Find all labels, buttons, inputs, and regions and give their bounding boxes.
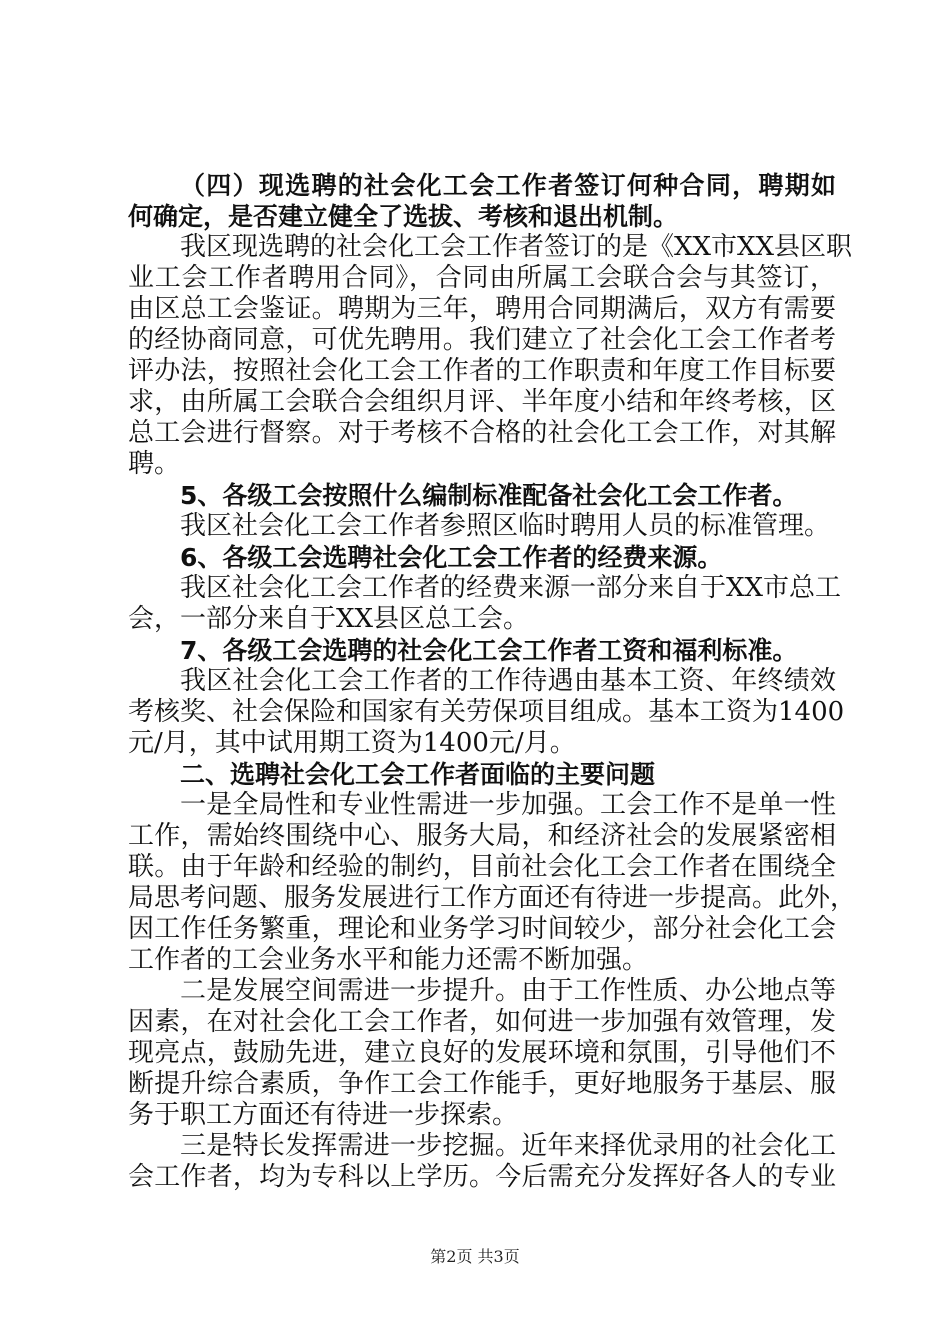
paragraph-line: 局思考问题、服务发展进行工作方面还有待进一步提高。此外，	[128, 883, 857, 913]
paragraph-line: 我区现选聘的社会化工会工作者签订的是《XX市XX县区职	[180, 232, 853, 262]
section-heading-line: （四）现选聘的社会化工会工作者签订何种合同，聘期如	[180, 171, 836, 200]
document-body	[128, 170, 857, 1193]
paragraph-line: 一是全局性和专业性需进一步加强。工会工作不是单一性	[180, 790, 836, 820]
paragraph-line: 现亮点，鼓励先进，建立良好的发展环境和氛围，引导他们不	[128, 1038, 836, 1068]
paragraph-line: 我区社会化工会工作者的经费来源一部分来自于XX市总工	[180, 573, 842, 603]
page-footer: 第2页 共3页	[430, 1247, 520, 1266]
paragraph-line: 我区社会化工会工作者的工作待遇由基本工资、年终绩效	[180, 666, 836, 696]
paragraph-line: 考核奖、社会保险和国家有关劳保项目组成。基本工资为1400	[128, 697, 845, 727]
section-heading-line: 二、选聘社会化工会工作者面临的主要问题	[180, 760, 656, 789]
paragraph-line: 总工会进行督察。对于考核不合格的社会化工会工作，对其解	[128, 418, 836, 448]
paragraph-line: 工作者的工会业务水平和能力还需不断加强。	[128, 945, 649, 975]
paragraph-line: 联。由于年龄和经验的制约，目前社会化工会工作者在围绕全	[128, 852, 836, 882]
paragraph-line: 因素，在对社会化工会工作者，如何进一步加强有效管理，发	[128, 1007, 836, 1037]
paragraph-line: 求，由所属工会联合会组织月评、半年度小结和年终考核，区	[128, 387, 836, 417]
section-heading-line: 何确定，是否建立健全了选拔、考核和退出机制。	[128, 202, 679, 231]
paragraph-line: 元/月，其中试用期工资为1400元/月。	[128, 728, 576, 758]
paragraph-line: 评办法，按照社会化工会工作者的工作职责和年度工作目标要	[128, 356, 836, 386]
paragraph-line: 工作，需始终围绕中心、服务大局，和经济社会的发展紧密相	[128, 821, 836, 851]
paragraph-line: 因工作任务繁重，理论和业务学习时间较少，部分社会化工会	[128, 914, 836, 944]
paragraph-line: 会工作者，均为专科以上学历。今后需充分发挥好各人的专业	[128, 1162, 836, 1192]
paragraph-line: 由区总工会鉴证。聘期为三年，聘用合同期满后，双方有需要	[128, 294, 836, 324]
section-heading-line: 7、各级工会选聘的社会化工会工作者工资和福利标准。	[180, 636, 798, 665]
paragraph-line: 二是发展空间需进一步提升。由于工作性质、办公地点等	[180, 976, 836, 1006]
paragraph-line: 聘。	[128, 449, 181, 479]
paragraph-line: 会，一部分来自于XX县区总工会。	[128, 604, 530, 634]
paragraph-line: 业工会工作者聘用合同》，合同由所属工会联合会与其签订，	[128, 263, 836, 293]
section-heading-line: 5、各级工会按照什么编制标准配备社会化工会工作者。	[180, 481, 798, 510]
section-heading-line: 6、各级工会选聘社会化工会工作者的经费来源。	[180, 543, 723, 572]
paragraph-line: 断提升综合素质，争作工会工作能手，更好地服务于基层、服	[128, 1069, 836, 1099]
paragraph-line: 的经协商同意，可优先聘用。我们建立了社会化工会工作者考	[128, 325, 836, 355]
paragraph-line: 务于职工方面还有待进一步探索。	[128, 1100, 519, 1130]
paragraph-line: 我区社会化工会工作者参照区临时聘用人员的标准管理。	[180, 511, 831, 541]
paragraph-line: 三是特长发挥需进一步挖掘。近年来择优录用的社会化工	[180, 1131, 836, 1161]
